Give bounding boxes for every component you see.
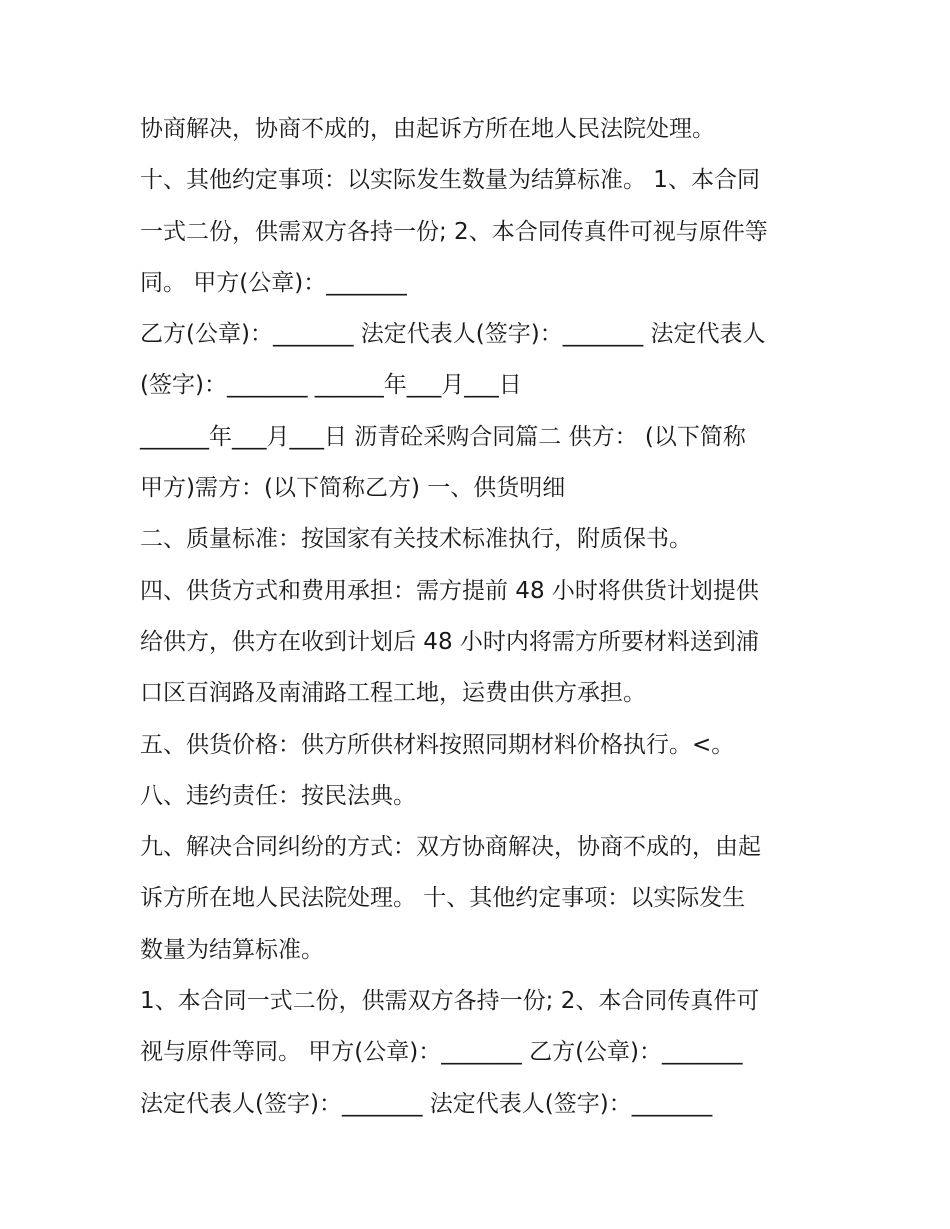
text-line: 协商解决，协商不成的，由起诉方所在地人民法院处理。	[140, 116, 715, 142]
text-line: (签字)：_______ ______年___月___日	[140, 372, 522, 399]
text-line: 同。 甲方(公章)：_______	[140, 269, 407, 296]
text-line: 法定代表人(签字)：_______ 法定代表人(签字)：_______	[140, 1090, 713, 1117]
text-line: ______年___月___日 沥青砼采购合同篇二 供方： (以下简称	[140, 423, 746, 450]
text-line: 十、其他约定事项：以实际发生数量为结算标准。 1、本合同	[140, 167, 760, 194]
text-line: 诉方所在地人民法院处理。 十、其他约定事项：以实际发生	[140, 885, 746, 912]
text-line: 1、本合同一式二份，供需双方各持一份; 2、本合同传真件可	[140, 988, 760, 1015]
text-line: 九、解决合同纠纷的方式：双方协商解决，协商不成的，由起	[140, 834, 761, 861]
text-line: 四、供货方式和费用承担：需方提前 48 小时将供货计划提供	[140, 577, 759, 604]
document-body	[140, 104, 830, 1130]
text-line: 视与原件等同。 甲方(公章)：_______ 乙方(公章)：_______	[140, 1039, 743, 1066]
text-line: 甲方)需方：(以下简称乙方) 一、供货明细	[140, 475, 566, 502]
text-line: 乙方(公章)：_______ 法定代表人(签字)：_______ 法定代表人	[140, 321, 766, 348]
text-line: 一式二份，供需双方各持一份; 2、本合同传真件可视与原件等	[140, 218, 768, 245]
text-line: 口区百润路及南浦路工程工地，运费由供方承担。	[140, 680, 646, 707]
text-line: 数量为结算标准。	[140, 936, 324, 963]
text-line: 五、供货价格：供方所供材料按照同期材料价格执行。<。	[140, 731, 735, 758]
text-line: 八、违约责任：按民法典。	[140, 782, 416, 809]
text-line: 给供方，供方在收到计划后 48 小时内将需方所要材料送到浦	[140, 628, 759, 655]
text-line: 二、质量标准：按国家有关技术标准执行，附质保书。	[140, 526, 692, 553]
